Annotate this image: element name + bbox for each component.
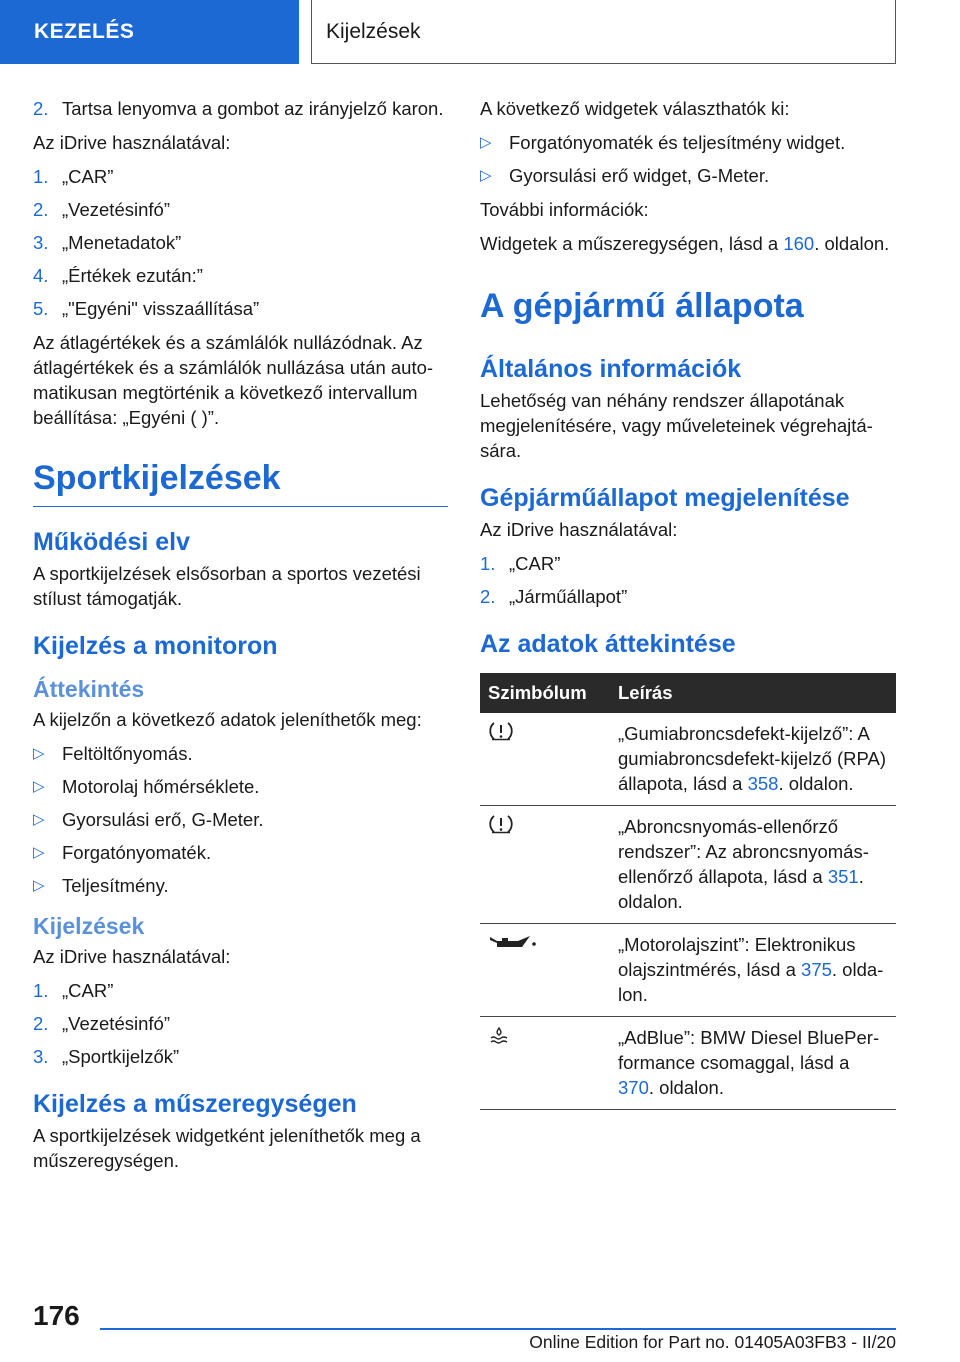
chapter-title: Kijelzések xyxy=(326,20,421,43)
page-link-370[interactable]: 370 xyxy=(618,1077,649,1098)
reset-steps xyxy=(33,164,448,321)
symbol-table xyxy=(480,673,896,1110)
heading-kijelzes-muszeregysegen: Kijelzés a műszeregységen xyxy=(33,1090,357,1118)
list-item: 2. „Járműállapot” xyxy=(480,586,628,607)
list-item: 4. „Értékek ezután:” xyxy=(33,265,203,286)
display-data-list xyxy=(33,741,448,898)
idrive-intro-3: Az iDrive használatával: xyxy=(480,519,678,540)
list-item: 3. „Menetadatok” xyxy=(33,232,182,253)
elv-paragraph: A sportkijelzések elsősorban a sportos vezetési stílust támogatják. xyxy=(33,563,421,609)
bullet-icon: ▷ xyxy=(33,745,45,762)
heading-gepjarmu-allapota: A gépjármű állapota xyxy=(480,287,804,325)
page-link-375[interactable]: 375 xyxy=(801,959,832,980)
table-header-row xyxy=(480,673,896,713)
list-item: 2. „Vezetésinfó” xyxy=(33,1013,170,1034)
heading-kijelzesek: Kijelzések xyxy=(33,913,145,939)
heading-adatok-attekintese: Az adatok áttekintése xyxy=(480,630,736,658)
list-item: ▷ Feltöltőnyomás. xyxy=(33,743,193,764)
edition-text: Online Edition for Part no. 01405A03FB3 - II/20 xyxy=(529,1332,896,1352)
chapter-header xyxy=(311,0,896,64)
intro-step-list xyxy=(33,96,448,121)
oil-can-icon xyxy=(488,932,538,952)
idrive-intro: Az iDrive használatával: xyxy=(33,132,231,153)
table-row: „AdBlue”: BMW Diesel BluePerformance csomaggal, lásd a 370. oldalon. xyxy=(480,1017,896,1110)
heading-mukodesi-elv: Működési elv xyxy=(33,528,190,556)
page-link-351[interactable]: 351 xyxy=(827,866,859,887)
list-item: ▷ Forgatónyomaték és teljesítmény widget. xyxy=(480,132,846,153)
tire-warning-icon xyxy=(488,721,514,741)
sport-steps xyxy=(33,978,448,1069)
table-row: „Motorolajszint”: Elektronikus olajszintmérés, lásd a 375. oldalon. xyxy=(480,924,896,1017)
widget-list xyxy=(480,130,896,188)
widget-reference: Widgetek a műszeregységen, lásd a 160. oldalon. xyxy=(480,233,890,254)
bullet-icon: ▷ xyxy=(33,844,45,861)
list-item: 2. „Vezetésinfó” xyxy=(33,199,170,220)
heading-gepjarmuallapot-megjelenitese: Gépjárműállapot megjelenítése xyxy=(480,484,850,512)
heading-kijelzes-monitoron: Kijelzés a monitoron xyxy=(33,632,278,660)
bullet-icon: ▷ xyxy=(480,167,492,184)
status-steps xyxy=(480,551,896,609)
heading-attekintes: Áttekintés xyxy=(33,676,145,702)
bullet-icon: ▷ xyxy=(33,877,45,894)
list-item: ▷ Teljesítmény. xyxy=(33,875,169,896)
list-item: 1. „CAR” xyxy=(33,166,114,187)
list-item: 5. „"Egyéni" visszaállítása” xyxy=(33,298,260,319)
page-link-160[interactable]: 160 xyxy=(783,233,815,254)
left-column xyxy=(33,96,448,1182)
heading-altalanos-informaciok: Általános információk xyxy=(480,355,742,383)
right-column xyxy=(480,96,896,1110)
table-row: „Gumiabroncsdefekt-kijelző”: A gumiabroncsdefekt-kijelző (RPA) állapota, lásd a 358. oldalon. xyxy=(480,713,896,806)
list-item: ▷ Motorolaj hőmérséklete. xyxy=(33,776,260,797)
list-item: 1. „CAR” xyxy=(33,980,114,1001)
list-item: 1. „CAR” xyxy=(480,553,561,574)
muszer-paragraph: A sportkijelzések widgetként jeleníthetők meg a műszeregységen. xyxy=(33,1125,421,1171)
footer-divider xyxy=(100,1328,896,1330)
attekintes-paragraph: A kijelzőn a következő adatok jeleníthetők meg: xyxy=(33,709,422,730)
column-header-symbol: Szimbólum xyxy=(480,673,610,713)
more-info-label: További információk: xyxy=(480,199,649,220)
table-row: „Abroncsnyomás-ellenőrző rendszer”: Az abroncsnyomás-ellenőrző állapota, lásd a 351. oldalon. xyxy=(480,806,896,924)
column-header-description: Leírás xyxy=(610,673,896,713)
list-item: ▷ Gyorsulási erő, G-Meter. xyxy=(33,809,264,830)
adblue-icon xyxy=(488,1025,510,1045)
section-tab xyxy=(0,0,299,64)
bullet-icon: ▷ xyxy=(480,134,492,151)
list-item: ▷ Forgatónyomaték. xyxy=(33,842,212,863)
page-link-358[interactable]: 358 xyxy=(747,773,779,794)
list-item: 3. „Sportkijelzők” xyxy=(33,1046,180,1067)
reset-paragraph: Az átlagértékek és a számlálók nullázódnak. Az átlagértékek és a számlálók nullázása után automatikusan megtörténik a következő intervallum beállítása: „Egyéni ( )”. xyxy=(33,332,434,428)
bullet-icon: ▷ xyxy=(33,811,45,828)
bullet-icon: ▷ xyxy=(33,778,45,795)
list-item: ▷ Gyorsulási erő widget, G-Meter. xyxy=(480,165,770,186)
idrive-intro-2: Az iDrive használatával: xyxy=(33,946,231,967)
tire-pressure-icon xyxy=(488,814,514,834)
section-label: KEZELÉS xyxy=(34,20,135,43)
heading-sportkijelzesek: Sportkijelzések xyxy=(33,458,448,507)
altalanos-paragraph: Lehetőség van néhány rendszer állapotának megjelenítésére, vagy műveleteinek végrehajtására. xyxy=(480,390,873,461)
page-number: 176 xyxy=(33,1300,80,1331)
widgets-intro: A következő widgetek választhatók ki: xyxy=(480,98,790,119)
list-item: 2. Tartsa lenyomva a gombot az irányjelző karon. xyxy=(33,98,444,119)
